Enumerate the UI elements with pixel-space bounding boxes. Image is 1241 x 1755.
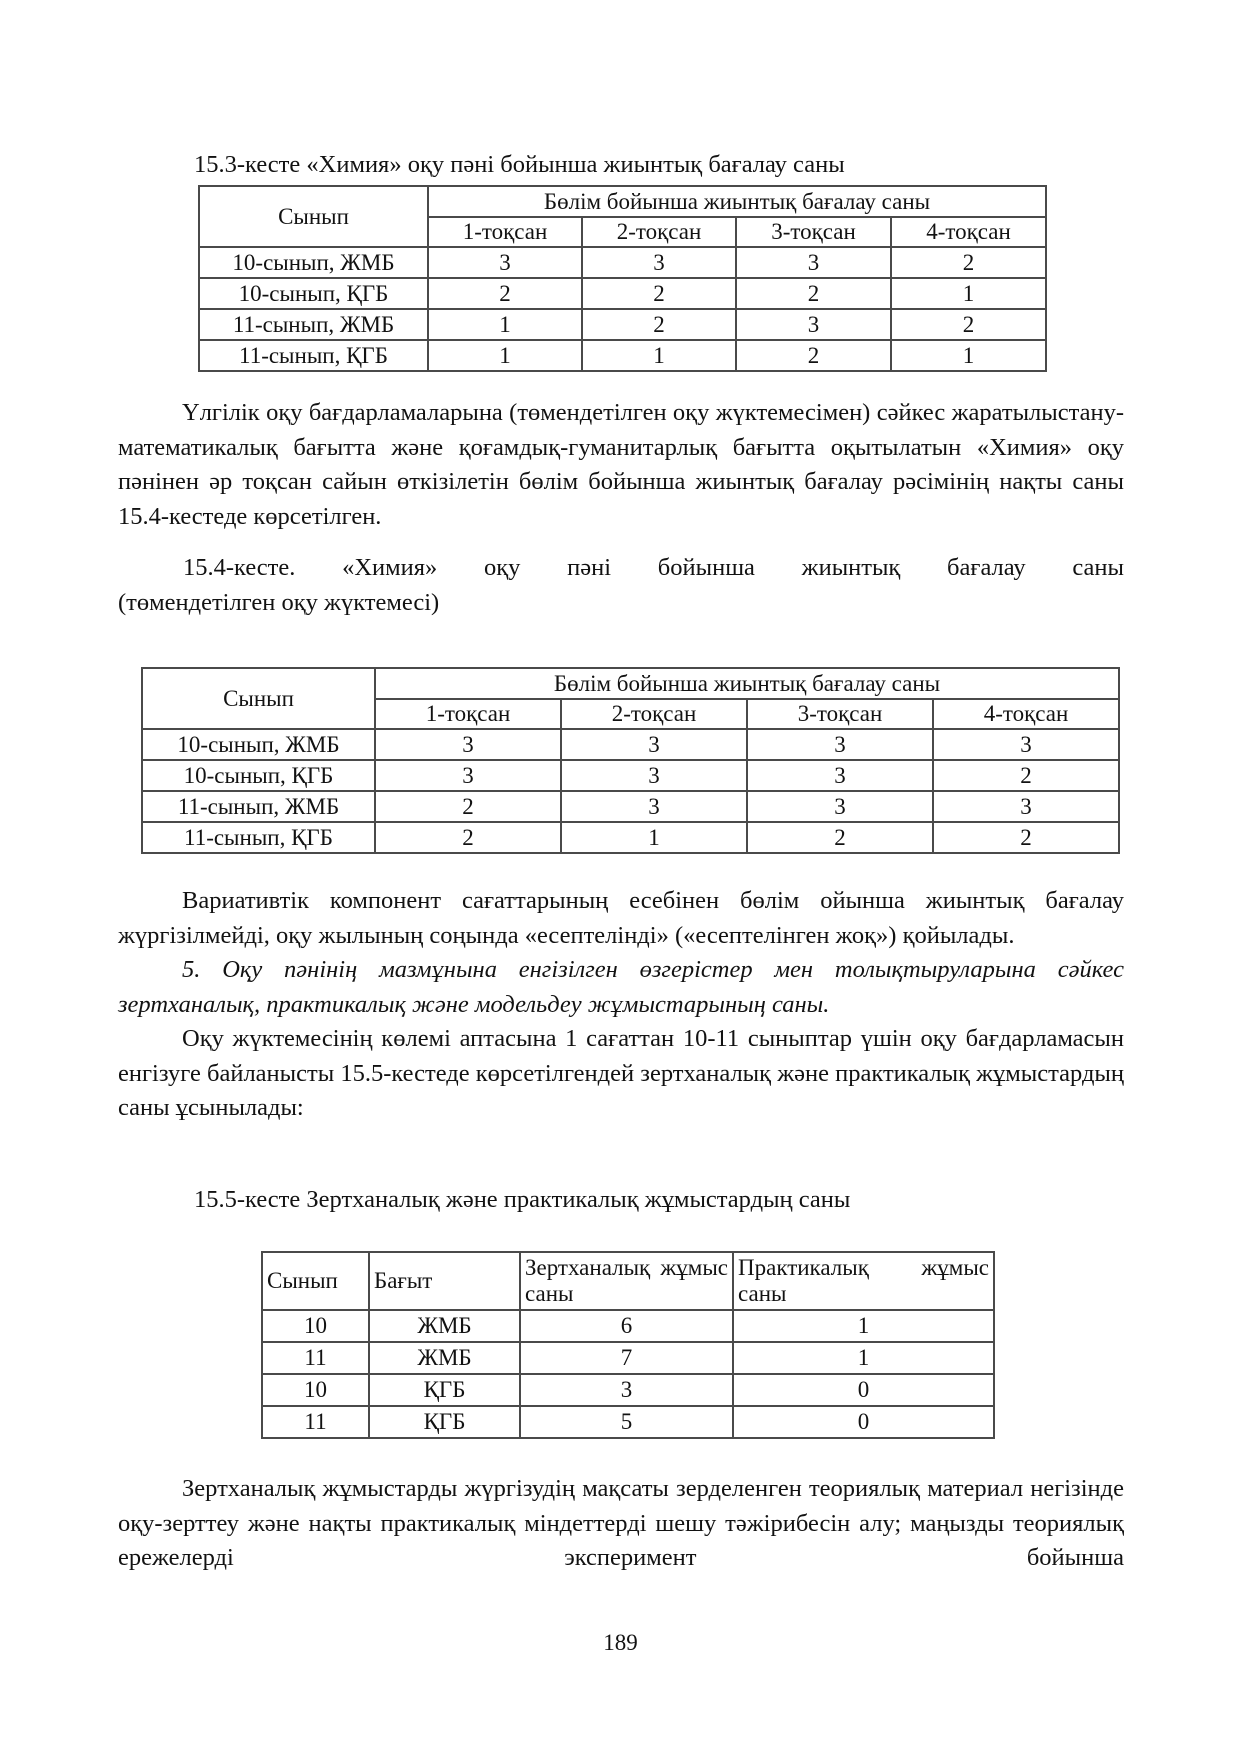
table-cell: 11 bbox=[262, 1342, 369, 1374]
table-cell: 11 bbox=[262, 1406, 369, 1438]
table-cell: 10 bbox=[262, 1374, 369, 1406]
table-cell: 1 bbox=[733, 1342, 994, 1374]
row-label: 10-сынып, ҚГБ bbox=[142, 760, 375, 791]
table-row bbox=[142, 760, 1119, 791]
table-cell: 10 bbox=[262, 1310, 369, 1342]
table-cell: ҚГБ bbox=[369, 1374, 520, 1406]
column-header: Бағыт bbox=[369, 1252, 520, 1310]
table-cell: ЖМБ bbox=[369, 1342, 520, 1374]
row-label: 10-сынып, ҚГБ bbox=[199, 278, 428, 309]
table-cell: 2 bbox=[891, 309, 1046, 340]
table-row bbox=[199, 247, 1046, 278]
paragraph-italic: 5. Оқу пәнінің мазмұнына енгізілген өзгерістер мен толықтыруларына сәйкес зертханалық, практикалық және модельдеу жұмыстарының саны. bbox=[118, 956, 1124, 1018]
table-cell: 2 bbox=[736, 340, 891, 371]
row-label: 11-сынып, ЖМБ bbox=[142, 791, 375, 822]
table-cell: 2 bbox=[375, 791, 561, 822]
table-cell: 2 bbox=[428, 278, 582, 309]
caption-line: 15.4-кесте. «Химия» оқу пәні бойынша жиынтық бағалау саны bbox=[183, 554, 1124, 581]
table-cell: 1 bbox=[733, 1310, 994, 1342]
table-15-5 bbox=[261, 1251, 995, 1439]
table-row bbox=[262, 1374, 994, 1406]
table-cell: 2 bbox=[375, 822, 561, 853]
table-cell: 1 bbox=[428, 309, 582, 340]
table-cell: 1 bbox=[561, 822, 747, 853]
column-header-group: Бөлім бойынша жиынтық бағалау саны bbox=[375, 668, 1119, 699]
table-cell: 5 bbox=[520, 1406, 733, 1438]
table-cell: 0 bbox=[733, 1406, 994, 1438]
table-cell: 3 bbox=[375, 729, 561, 760]
table-cell: 3 bbox=[933, 791, 1119, 822]
table-cell: 1 bbox=[891, 340, 1046, 371]
text-section bbox=[118, 884, 1124, 1126]
table-row bbox=[262, 1406, 994, 1438]
table-cell: 2 bbox=[933, 760, 1119, 791]
table-15-4-caption bbox=[118, 551, 1124, 620]
table-row bbox=[142, 822, 1119, 853]
table-row bbox=[199, 340, 1046, 371]
table-cell: 3 bbox=[561, 760, 747, 791]
table-cell: 3 bbox=[747, 791, 933, 822]
caption-line: (төмендетілген оқу жүктемесі) bbox=[118, 588, 440, 616]
column-header: 3-тоқсан bbox=[747, 699, 933, 729]
table-row bbox=[199, 309, 1046, 340]
table-row bbox=[142, 791, 1119, 822]
column-header: 1-тоқсан bbox=[375, 699, 561, 729]
table-cell: 3 bbox=[561, 729, 747, 760]
column-header: 2-тоқсан bbox=[561, 699, 747, 729]
table-cell: 3 bbox=[747, 729, 933, 760]
table-cell: 2 bbox=[582, 278, 736, 309]
table-cell: 3 bbox=[375, 760, 561, 791]
table-cell: 3 bbox=[747, 760, 933, 791]
column-header: Зертханалық жұмыс саны bbox=[520, 1252, 733, 1310]
table-cell: 1 bbox=[428, 340, 582, 371]
table-cell: ЖМБ bbox=[369, 1310, 520, 1342]
table-row bbox=[262, 1310, 994, 1342]
table-cell: ҚГБ bbox=[369, 1406, 520, 1438]
table-cell: 2 bbox=[891, 247, 1046, 278]
text-section bbox=[118, 1472, 1124, 1576]
table-cell: 0 bbox=[733, 1374, 994, 1406]
row-label: 11-сынып, ҚГБ bbox=[199, 340, 428, 371]
table-cell: 2 bbox=[747, 822, 933, 853]
row-label: 10-сынып, ЖМБ bbox=[199, 247, 428, 278]
paragraph: Зертханалық жұмыстарды жүргізудің мақсаты зерделенген теориялық материал негізінде оқу-зерттеу және нақты практикалық міндеттерді шешу тәжірибесін алу; маңызды теориялық ережелерді эксперимент бойынша bbox=[118, 1475, 1124, 1571]
column-header-group: Бөлім бойынша жиынтық бағалау саны bbox=[428, 186, 1046, 217]
table-cell: 3 bbox=[736, 247, 891, 278]
table-cell: 1 bbox=[582, 340, 736, 371]
table-15-3 bbox=[198, 185, 1047, 372]
table-row bbox=[142, 729, 1119, 760]
table-row bbox=[199, 278, 1046, 309]
paragraph: Оқу жүктемесінің көлемі аптасына 1 сағаттан 10-11 сыныптар үшін оқу бағдарламасын енгізуге байланысты 15.5-кестеде көрсетілгендей зертханалық және практикалық жұмыстардың саны ұсынылады: bbox=[118, 1025, 1124, 1121]
table-15-3-caption: 15.3-кесте «Химия» оқу пәні бойынша жиынтық бағалау саны bbox=[194, 151, 845, 178]
table-cell: 3 bbox=[520, 1374, 733, 1406]
table-cell: 2 bbox=[933, 822, 1119, 853]
column-header: Сынып bbox=[262, 1252, 369, 1310]
column-header: 3-тоқсан bbox=[736, 217, 891, 247]
table-cell: 3 bbox=[933, 729, 1119, 760]
column-header: 4-тоқсан bbox=[933, 699, 1119, 729]
column-header: 1-тоқсан bbox=[428, 217, 582, 247]
text-section bbox=[118, 396, 1124, 534]
row-label: 11-сынып, ЖМБ bbox=[199, 309, 428, 340]
column-header: 4-тоқсан bbox=[891, 217, 1046, 247]
column-header: Практикалық жұмыс саны bbox=[733, 1252, 994, 1310]
table-cell: 3 bbox=[428, 247, 582, 278]
table-cell: 3 bbox=[582, 247, 736, 278]
row-label: 10-сынып, ЖМБ bbox=[142, 729, 375, 760]
table-cell: 7 bbox=[520, 1342, 733, 1374]
page-number: 189 bbox=[603, 1630, 638, 1655]
paragraph: Вариативтік компонент сағаттарының есебінен бөлім ойынша жиынтық бағалау жүргізілмейді, оқу жылының соңында «есептелінді» («есептелінген жоқ») қойылады. bbox=[118, 887, 1124, 949]
paragraph: Үлгілік оқу бағдарламаларына (төмендетілген оқу жүктемесімен) сәйкес жаратылыстану-математикалық бағытта және қоғамдық-гуманитарлық бағытта оқытылатын «Химия» оқу пәнінен әр тоқсан сайын өткізілетін бөлім бойынша жиынтық бағалау рәсімінің нақты саны 15.4-кестеде көрсетілген. bbox=[118, 399, 1124, 530]
table-cell: 2 bbox=[736, 278, 891, 309]
table-cell: 2 bbox=[582, 309, 736, 340]
table-row bbox=[262, 1342, 994, 1374]
column-header: Сынып bbox=[199, 186, 428, 247]
table-15-4 bbox=[141, 667, 1120, 854]
table-cell: 3 bbox=[736, 309, 891, 340]
table-cell: 6 bbox=[520, 1310, 733, 1342]
table-cell: 3 bbox=[561, 791, 747, 822]
column-header: Сынып bbox=[142, 668, 375, 729]
row-label: 11-сынып, ҚГБ bbox=[142, 822, 375, 853]
table-15-5-caption: 15.5-кесте Зертханалық және практикалық жұмыстардың саны bbox=[194, 1186, 851, 1213]
column-header: 2-тоқсан bbox=[582, 217, 736, 247]
table-cell: 1 bbox=[891, 278, 1046, 309]
